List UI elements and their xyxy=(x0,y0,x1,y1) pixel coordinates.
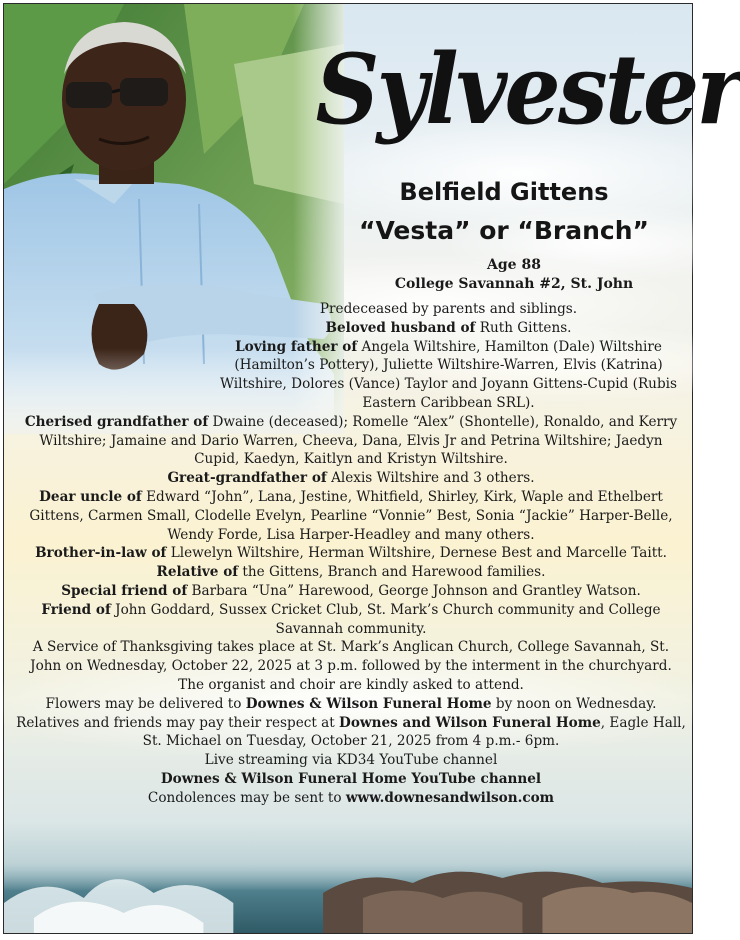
relative-text: the Gittens, Branch and Harewood families. xyxy=(238,564,546,581)
middle-name: Belfield Gittens xyxy=(399,178,609,206)
condolences-website: www.downesandwilson.com xyxy=(345,789,555,806)
special-friend-line xyxy=(16,582,686,601)
special-friend-text: Barbara “Una” Harewood, George Johnson and Grantley Watson. xyxy=(187,582,641,599)
organist-line: The organist and choir are kindly asked to attend. xyxy=(178,676,524,693)
grandfather-line xyxy=(16,413,686,469)
husband-text: Ruth Gittens. xyxy=(475,319,572,336)
friend-label: Friend of xyxy=(41,601,111,618)
father-line xyxy=(211,338,686,413)
nicknames: “Vesta” or “Branch” xyxy=(359,216,649,245)
grandfather-text: Dwaine (deceased); Romelle “Alex” (Shontelle), Ronaldo, and Kerry Wiltshire; Jamaine and Dario Warren, Cheeva, Dana, Elvis Jr and Petrina Wiltshire; Jaedyn Cupid, Kaedyn, Kaitlyn and Kristyn Wiltshire. xyxy=(39,413,678,468)
flowers-pre: Flowers may be delivered to xyxy=(45,695,246,712)
respect-pre: Relatives and friends may pay their respect at xyxy=(16,714,340,731)
respect-place: Downes and Wilson Funeral Home xyxy=(339,714,601,731)
great-grandfather-line xyxy=(16,469,686,488)
relative-line xyxy=(16,563,686,582)
husband-line xyxy=(211,319,686,338)
predeceased-line: Predeceased by parents and siblings. xyxy=(319,301,578,317)
obituary-notice xyxy=(3,3,740,934)
streaming-line: Live streaming via KD34 YouTube channel xyxy=(204,752,498,769)
youtube-channel-name: Downes & Wilson Funeral Home YouTube channel xyxy=(160,770,542,787)
brother-in-law-label: Brother-in-law of xyxy=(35,545,167,562)
friend-line xyxy=(16,601,686,639)
great-grandfather-text: Alexis Wiltshire and 3 others. xyxy=(326,470,535,487)
father-label: Loving father of xyxy=(235,338,358,355)
address: College Savannah #2, St. John xyxy=(394,276,634,292)
brother-in-law-line xyxy=(16,544,686,563)
flowers-line xyxy=(16,695,686,714)
father-text: Angela Wiltshire, Hamilton (Dale) Wiltshire (Hamilton’s Pottery), Juliette Wiltshire-Warren, Elvis (Katrina) Wiltshire, Dolores (Vance) Taylor and Joyann Gittens-Cupid (Rubis Eastern Caribbean SRL). xyxy=(220,338,677,411)
grandfather-label: Cherised grandfather of xyxy=(24,413,209,430)
uncle-line xyxy=(16,488,686,544)
relative-label: Relative of xyxy=(156,564,239,581)
youtube-channel-line xyxy=(16,770,686,789)
age: Age 88 xyxy=(487,257,541,273)
condolences-line xyxy=(16,789,686,808)
great-grandfather-label: Great-grandfather of xyxy=(167,470,327,487)
uncle-label: Dear uncle of xyxy=(39,488,142,505)
service-line: A Service of Thanksgiving takes place at St. Mark’s Anglican Church, College Savannah, St. John on Wednesday, October 22, 2025 at 3 p.m. followed by the interment in the churchyard. xyxy=(30,639,672,675)
respect-post: , Eagle Hall, St. Michael on Tuesday, October 21, 2025 from 4 p.m.- 6pm. xyxy=(142,714,686,750)
condolences-pre: Condolences may be sent to xyxy=(147,789,346,806)
flowers-post: by noon on Wednesday. xyxy=(491,695,657,712)
family-block-top xyxy=(16,300,686,413)
special-friend-label: Special friend of xyxy=(61,582,188,599)
respect-line xyxy=(16,714,686,752)
first-name-script: Sylvester xyxy=(315,33,740,146)
husband-label: Beloved husband of xyxy=(325,319,476,336)
uncle-text: Edward “John”, Lana, Jestine, Whitfield, Shirley, Kirk, Waple and Ethelbert Gittens, Carmen Small, Clodelle Evelyn, Pearline “Vonnie” Best, Sonia “Jackie” Harper-Belle, Wendy Forde, Lisa Harper-Headley and many others. xyxy=(29,488,673,543)
friend-text: John Goddard, Sussex Cricket Club, St. Mark’s Church community and College Savannah community. xyxy=(110,601,661,637)
obituary-body xyxy=(16,300,686,808)
flowers-place: Downes & Wilson Funeral Home xyxy=(245,695,492,712)
brother-in-law-text: Llewelyn Wiltshire, Herman Wiltshire, Dernese Best and Marcelle Taitt. xyxy=(166,545,667,562)
